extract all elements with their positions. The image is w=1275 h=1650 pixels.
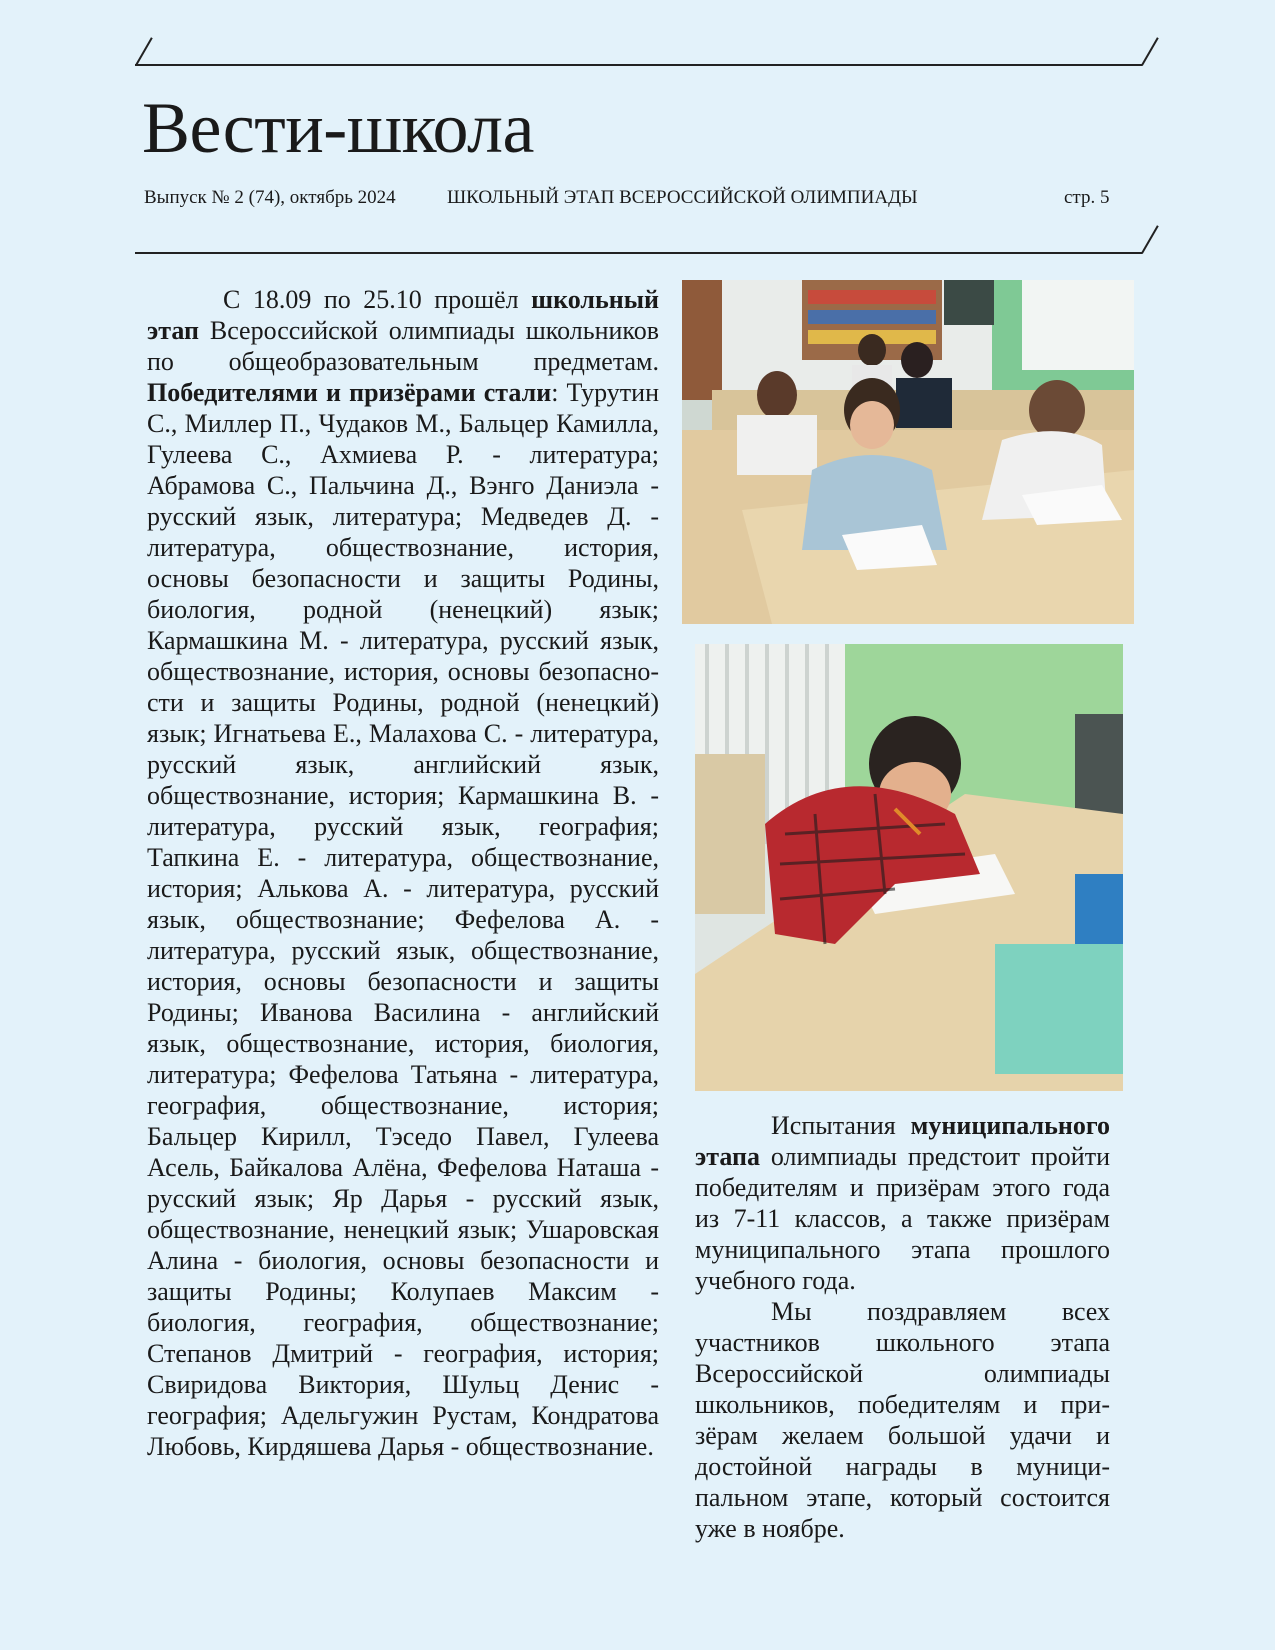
- congratulations-paragraph: Мы поздравляем всех участников школьного этапа Всероссийской олимпиады школьников, победителям и призёрам желаем большой удачи и достойной награды в муниципальном этапе, который состоится уже в ноябре.: [695, 1297, 1110, 1543]
- masthead-top-right-slash: [1141, 37, 1159, 66]
- page-number: стр. 5: [1064, 187, 1110, 208]
- olympiad-results-article: [147, 284, 659, 1462]
- issue-info: Выпуск № 2 (74), октябрь 2024: [144, 187, 396, 208]
- winners-bold: Победителями и призёрами стали: [147, 378, 552, 407]
- article-intro-text: С 18.09 по 25.10 прошёл: [223, 285, 532, 314]
- boy-writing-photo: [695, 644, 1123, 1091]
- masthead-top-rule: [135, 64, 1142, 66]
- masthead-top-left-slash: [135, 37, 153, 66]
- municipal-body-text: олимпиады предстоит пройти победителям и призёрам этого года из 7-11 классов, а также призёрам муниципального этапа прошлого учебного года.: [695, 1142, 1110, 1295]
- municipal-intro-text: Испытания: [771, 1111, 911, 1140]
- winners-list-text: : Турутин С., Миллер П., Чудаков М., Бальцер Камилла, Гулеева С., Ахмиева Р. - литература; Абрамова С., Пальчина Д., Вэнго Даниэла - русский язык, литература; Медведев Д. - литература, обществознание, история, основы безопасности и защиты Родины, биология, родной (ненецкий) язык; Кармашкина М. - литература, русский язык, обществознание, история, основы безопасности и защиты Родины, родной (ненецкий) язык; Игнатьева Е., Малахова С. - литература, русский язык, английский язык, обществознание, история; Кармашкина В. - литература, русский язык, география; Тапкина Е. - литература, обществознание, история; Алькова А. - литература, русский язык, обществознание; Фефелова А. - литература, русский язык, обществознание, история, основы безопасности и защиты Родины; Иванова Василина - английский язык, обществознание, история, биология, литература; Фефелова Татьяна - литература, география, обществознание, история; Бальцер Кирилл, Тэседо Павел, Гулеева Асель, Байкалова Алёна, Фефелова Наташа - русский язык; Яр Дарья - русский язык, обществознание, ненецкий язык; Ушаровская Алина - биология, основы безопасности и защиты Родины; Колупаев Максим - биология, география, обществознание; Степанов Дмитрий - география, история; Свиридова Виктория, Шульц Денис - география; Адельгужин Рустам, Кондратова Любовь, Кирдяшева Дарья - обществознание.: [147, 378, 659, 1461]
- municipal-stage-bold: муниципального этапа: [695, 1111, 1110, 1171]
- article-lead-text: Всероссийской олимпиады школьников по общеобразовательным предметам.: [147, 316, 659, 376]
- municipal-stage-article: [695, 1110, 1110, 1544]
- masthead-bottom-right-slash: [1141, 225, 1159, 254]
- school-stage-bold: школьный этап: [147, 285, 659, 345]
- classroom-students-photo: [682, 280, 1134, 624]
- newspaper-title: Вести-школа: [142, 88, 534, 168]
- section-rubric: ШКОЛЬНЫЙ ЭТАП ВСЕРОССИЙСКОЙ ОЛИМПИАДЫ: [447, 187, 918, 208]
- results-paragraph: [147, 284, 659, 1462]
- municipal-stage-paragraph: [695, 1110, 1110, 1296]
- masthead-bottom-rule: [135, 252, 1142, 254]
